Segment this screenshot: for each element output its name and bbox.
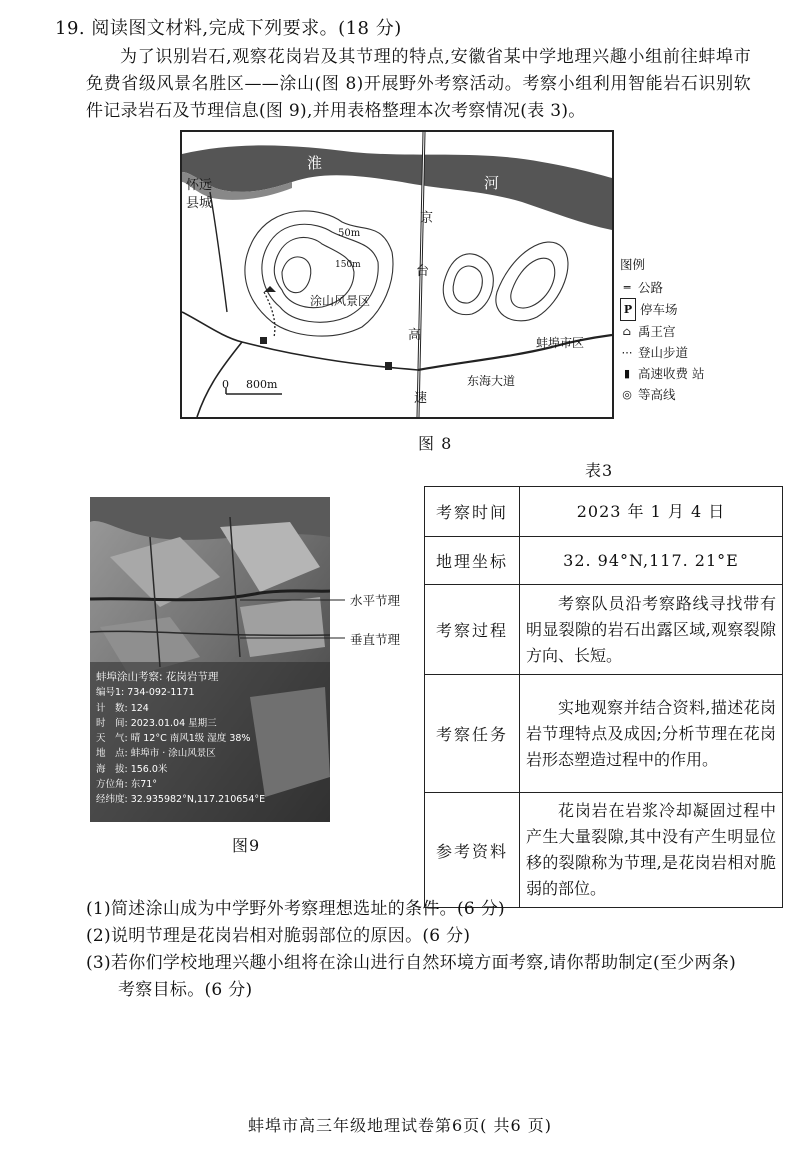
page-footer: 蚌埠市高三年级地理试卷第6页( 共6 页) — [247, 1116, 553, 1135]
sub-question-3: (3)若你们学校地理兴趣小组将在涂山进行自然环境方面考察,请你帮助制定(至少两条)考察目标。(6 分) — [86, 953, 737, 1000]
legend-title: 图例 — [620, 257, 646, 272]
trail-icon: ⋯ — [621, 346, 633, 359]
label-vertical-joint: 垂直节理 — [350, 632, 401, 647]
table-value-cell: 花岗岩在岩浆冷却凝固过程中产生大量裂隙,其中没有产生明显位移的裂隙称为节理,是花岗岩相对脆弱的部位。 — [520, 793, 783, 908]
table-3 — [424, 486, 783, 908]
east-hill-2 — [496, 242, 568, 321]
east-hill-2b — [511, 258, 555, 308]
county-label-2: 县城 — [186, 196, 213, 211]
expressway-label-3: 高 — [408, 328, 422, 343]
figure-9-caption: 图9 — [232, 836, 261, 855]
county-label-1: 怀远 — [186, 178, 213, 193]
mountain-trail — [264, 292, 275, 337]
legend-item — [620, 363, 704, 384]
question-intro: 为了识别岩石,观察花岗岩及其节理的特点,安徽省某中学地理兴趣小组前往蚌埠市免费省级风景名胜区——涂山(图 8)开展野外考察活动。考察小组利用智能岩石识别软件记录岩石及节理信息(图 9),并用表格整理本次考察情况(表 3)。 — [86, 47, 751, 121]
east-hill-1 — [443, 254, 493, 315]
avenue-label: 东海大道 — [467, 374, 516, 388]
legend-item — [620, 298, 704, 321]
table-value-cell: 考察队员沿考察路线寻找带有明显裂隙的岩石出露区域,观察裂隙方向、长短。 — [520, 585, 783, 675]
overlay-line: 计 数: 124 — [96, 702, 149, 714]
legend-label: 高速收费 站 — [638, 366, 705, 381]
table-row — [425, 793, 783, 908]
sub-question-1: (1)简述涂山成为中学野外考察理想选址的条件。(6 分) — [86, 899, 505, 919]
photo-overlay-info — [96, 670, 326, 808]
expressway-label-4: 速 — [414, 391, 428, 406]
legend-label: 登山步道 — [638, 345, 689, 360]
legend-label: 等高线 — [638, 387, 676, 402]
legend-label: 公路 — [638, 280, 664, 295]
city-label: 蚌埠市区 — [536, 336, 585, 350]
table-header-cell: 地理坐标 — [425, 537, 520, 585]
overlay-line: 海 拔: 156.0米 — [96, 763, 168, 775]
scenic-label: 涂山风景区 — [310, 294, 371, 308]
legend-item — [620, 342, 704, 363]
overlay-line: 地 点: 蚌埠市 · 涂山风景区 — [96, 748, 216, 760]
table-row — [425, 487, 783, 537]
legend-item — [620, 321, 704, 342]
legend-item — [620, 277, 704, 298]
overlay-line: 方位角: 东71° — [96, 779, 158, 791]
question-header: 19. 阅读图文材料,完成下列要求。(18 分) — [55, 18, 402, 39]
table-header-cell: 考察过程 — [425, 585, 520, 675]
table-row — [425, 675, 783, 793]
scale-distance: 800m — [246, 378, 278, 391]
river-label-1: 淮 — [307, 154, 323, 172]
toll-icon: ▮ — [623, 367, 631, 380]
toll-icon — [385, 362, 392, 370]
table-header-cell: 考察时间 — [425, 487, 520, 537]
scale-zero: 0 — [222, 378, 229, 391]
table-row — [425, 585, 783, 675]
east-hill-1b — [453, 266, 482, 303]
table-3-caption: 表3 — [585, 461, 614, 480]
legend-item — [620, 384, 704, 405]
overlay-line: 时 间: 2023.01.04 星期三 — [96, 717, 217, 729]
contour-200 — [282, 257, 311, 293]
road-icon: ═ — [623, 281, 631, 294]
legend-label: 禹王宫 — [638, 324, 676, 339]
huai-river — [182, 145, 612, 230]
road-south — [197, 342, 242, 417]
table-value-cell: 实地观察并结合资料,描述花岗岩节理特点及成因;分析节理在花岗岩形态塑造过程中的作用。 — [520, 675, 783, 793]
road-west — [182, 312, 418, 370]
overlay-line: 编号1: 734-092-1171 — [96, 687, 195, 699]
parking-icon — [260, 337, 267, 344]
contour-icon: ◎ — [622, 388, 632, 401]
expressway-label-2: 台 — [416, 264, 430, 279]
parking-icon: P — [620, 298, 636, 321]
overlay-line: 经纬度: 32.935982°N,117.210654°E — [96, 794, 266, 806]
contour-label-50: 50m — [338, 228, 361, 239]
expressway-label-1: 京 — [420, 211, 434, 226]
figure-8-caption: 图 8 — [418, 434, 453, 453]
contour-label-150: 150m — [335, 260, 361, 270]
table-header-cell: 考察任务 — [425, 675, 520, 793]
legend-label: 停车场 — [640, 302, 678, 317]
sub-question-2: (2)说明节理是花岗岩相对脆弱部位的原因。(6 分) — [86, 926, 471, 946]
palace-icon: ⌂ — [622, 325, 632, 338]
map-drawing — [182, 132, 612, 417]
figure-8-map — [180, 130, 614, 419]
label-horizontal-joint: 水平节理 — [350, 593, 401, 608]
overlay-title: 蚌埠涂山考察: 花岗岩节理 — [96, 671, 219, 683]
table-header-cell: 参考资料 — [425, 793, 520, 908]
contour-50 — [245, 211, 393, 336]
photo-pointer-lines — [240, 590, 350, 650]
table-value-cell: 2023 年 1 月 4 日 — [520, 487, 783, 537]
overlay-line: 天 气: 晴 12°C 南风1级 湿度 38% — [96, 733, 251, 745]
table-value-cell: 32. 94°N,117. 21°E — [520, 537, 783, 585]
river-label-2: 河 — [484, 174, 500, 192]
table-row — [425, 537, 783, 585]
road-north — [210, 192, 227, 312]
map-legend — [620, 254, 704, 405]
